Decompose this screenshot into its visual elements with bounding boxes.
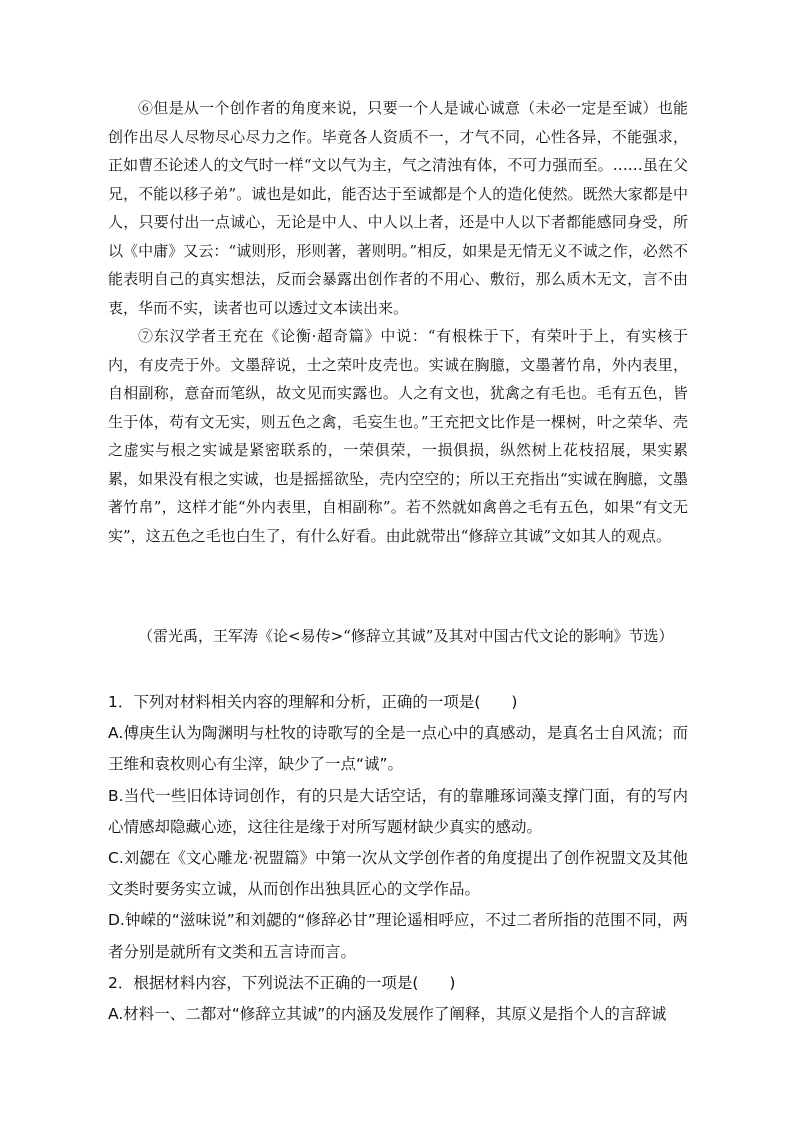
question-2-option-a: A.材料一、二都对“修辞立其诚”的内涵及发展作了阐释，其原义是指个人的言辞诚 [108, 1005, 667, 1024]
question-2-stem: 2．根据材料内容，下列说法不正确的一项是( ) [108, 973, 456, 992]
question-1-option-d: D.钟嵘的“滋味说”和刘勰的“修辞必甘”理论遥相呼应，不过二者所指的范围不同，两者分别是就所有文类和五言诗而言。 [108, 911, 688, 961]
question-1-option-c: C.刘勰在《文心雕龙·祝盟篇》中第一次从文学创作者的角度提出了创作祝盟文及其他文类时要务实立诚，从而创作出独具匠心的文学作品。 [108, 849, 688, 899]
question-1-stem: 1．下列对材料相关内容的理解和分析，正确的一项是( ) [108, 693, 518, 711]
question-1-option-b: B.当代一些旧体诗词创作，有的只是大话空话，有的靠雕琢词藻支撑门面，有的写内心情感却隐藏心迹，这往往是缘于对所写题材缺少真实的感动。 [108, 786, 688, 836]
question-1-option-a: A.傅庚生认为陶渊明与杜牧的诗歌写的全是一点心中的真感动，是真名士自风流；而王维和袁枚则心有尘滓，缺少了一点“诚”。 [108, 724, 688, 774]
paragraph-6: ⑥但是从一个创作者的角度来说，只要一个人是诚心诚意（未必一定是至诚）也能创作出尽人尽物尽心尽力之作。毕竟各人资质不一，才气不同，心性各异，不能强求，正如曹丕论述人的文气时一样“文以气为主，气之清浊有体，不可力强而至。……虽在父兄，不能以移子弟”。诚也是如此，能否达于至诚都是个人的造化使然。既然大家都是中人，只要付出一点诚心，无论是中人、中人以上者，还是中人以下者都能感同身受，所以《中庸》又云：“诚则形，形则著，著则明。”相反，如果是无情无义不诚之作，必然不能表明自己的真实想法，反而会暴露出创作者的不用心、敷衍，那么质木无文，言不由衷，华而不实，读者也可以透过文本读出来。 [108, 99, 688, 317]
paragraph-7: ⑦东汉学者王充在《论衡·超奇篇》中说：“有根株于下，有荣叶于上，有实核于内，有皮壳于外。文墨辞说，士之荣叶皮壳也。实诚在胸臆，文墨著竹帛，外内表里，自相副称，意奋而笔纵，故文见而实露也。人之有文也，犹禽之有毛也。毛有五色，皆生于体，苟有文无实，则五色之禽，毛妄生也。”王充把文比作是一棵树，叶之荣华、壳之虚实与根之实诚是紧密联系的，一荣俱荣，一损俱损，纵然树上花枝招展，果实累累，如果没有根之实诚，也是摇摇欲坠，壳内空空的；所以王充指出“实诚在胸臆，文墨著竹帛”，这样才能“外内表里，自相副称”。若不然就如禽兽之毛有五色，如果“有文无实”，这五色之毛也白生了，有什么好看。由此就带出“修辞立其诚”文如其人的观点。 [108, 327, 688, 545]
questions-section [108, 687, 688, 1030]
source-citation: （雷光禹，王军涛《论<易传>“修辞立其诚”及其对中国古代文论的影响》节选） [138, 627, 674, 645]
reading-passage [108, 94, 688, 550]
